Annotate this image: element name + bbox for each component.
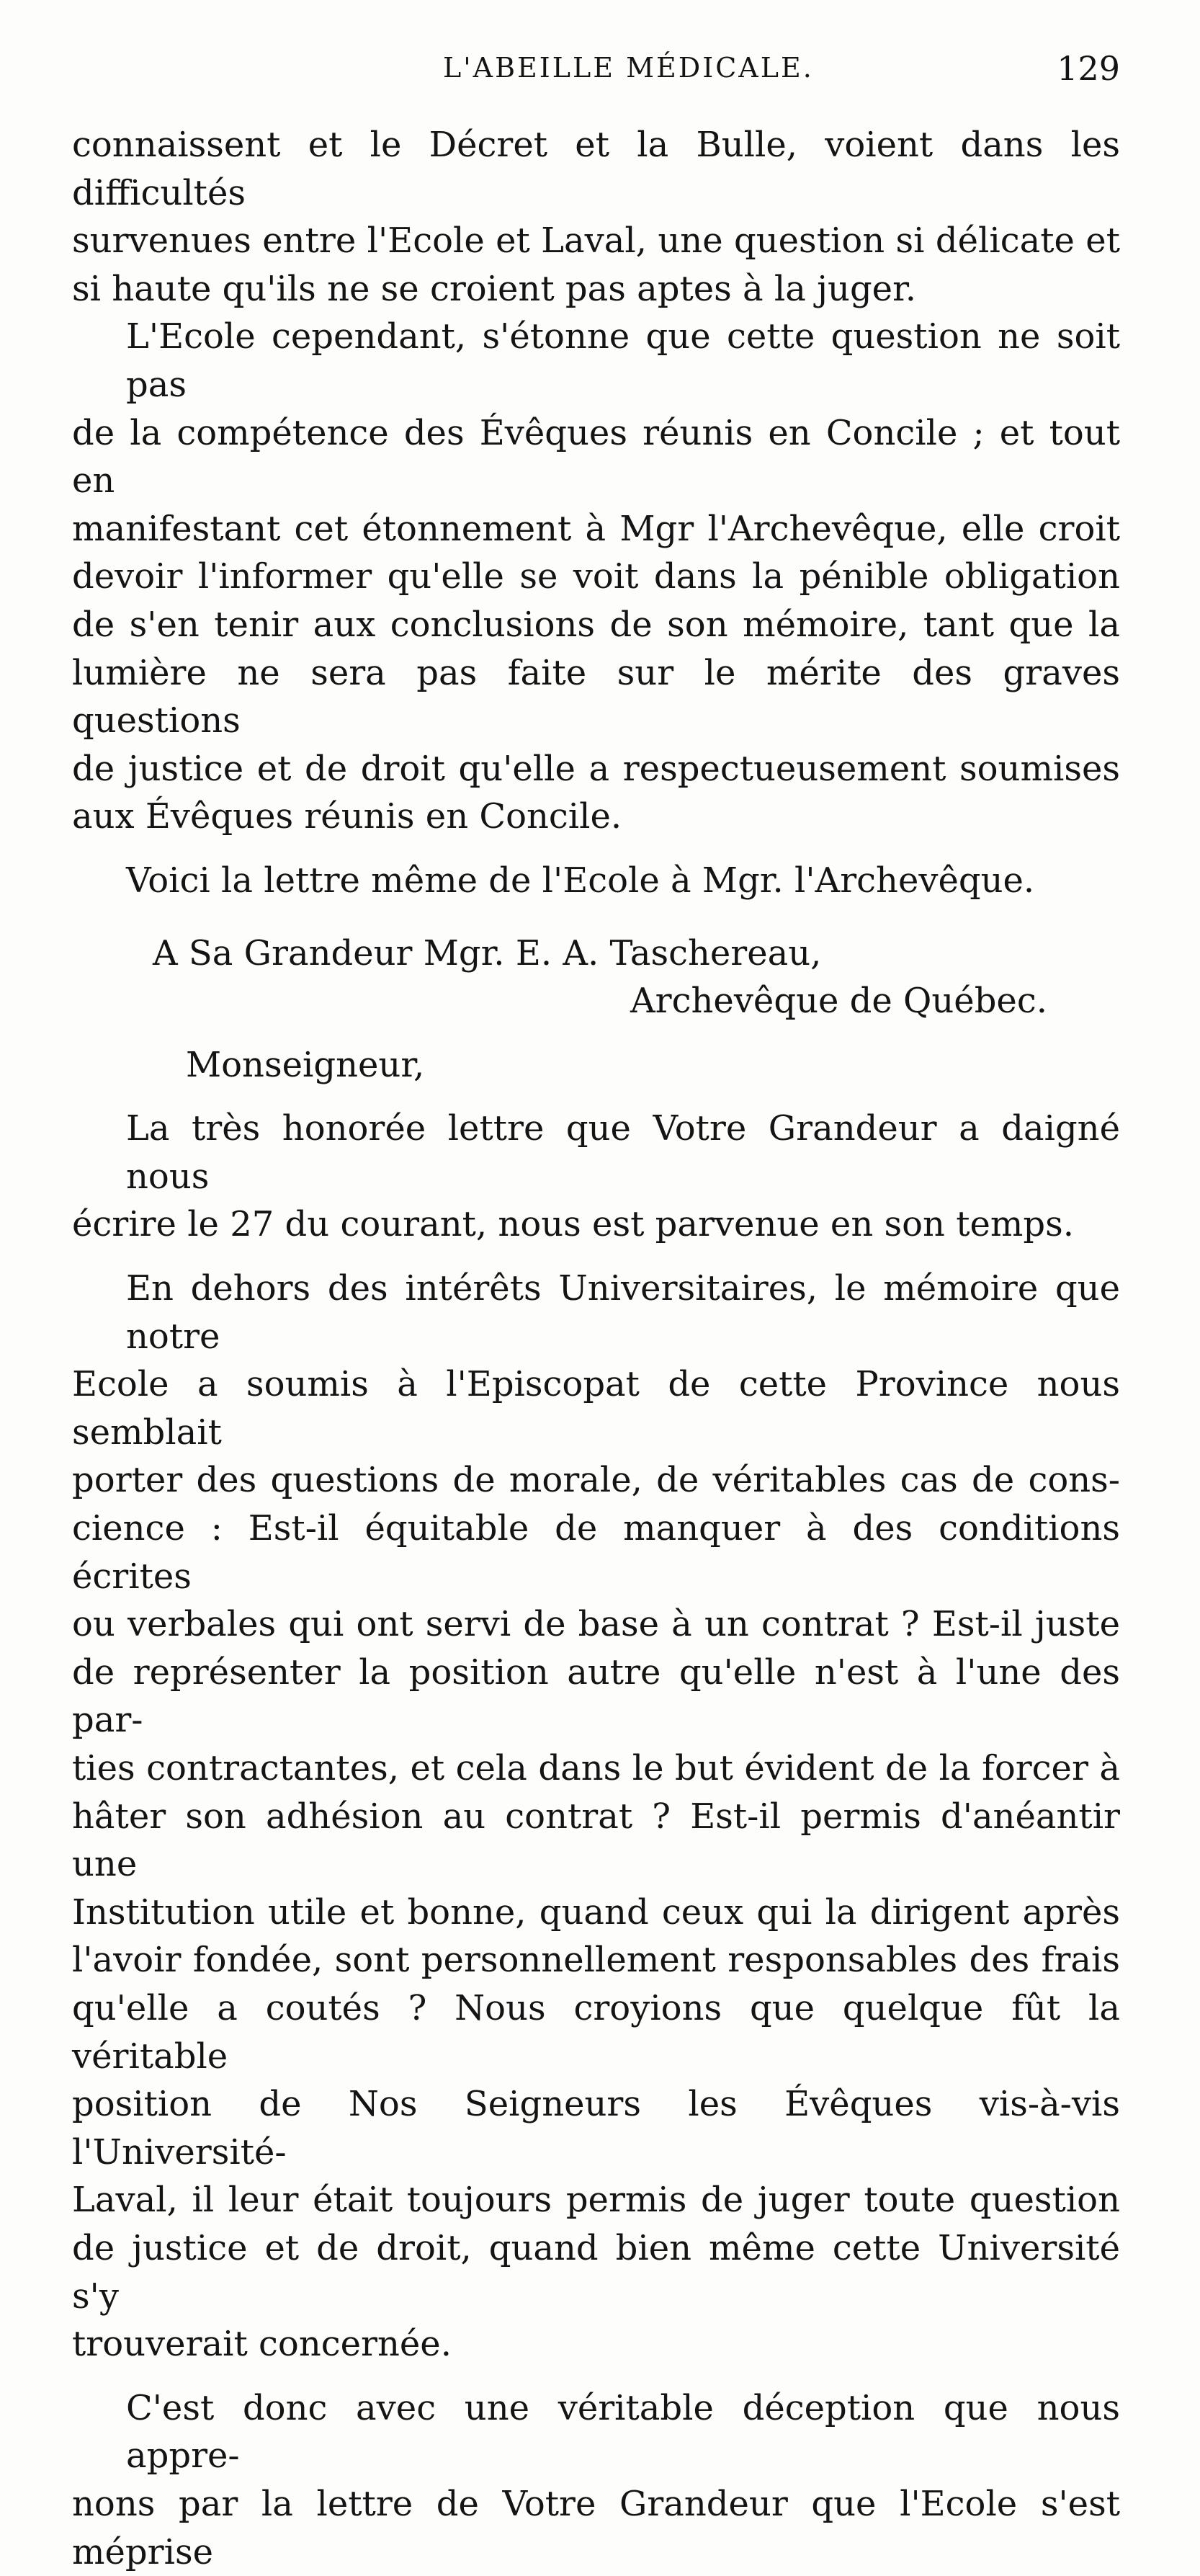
text-line: de la compétence des Évêques réunis en Concile ; et tout en (72, 412, 1120, 502)
text-line: position de Nos Seigneurs les Évêques vis-à-vis l'Université- (72, 2084, 1120, 2172)
text-line: si haute qu'ils ne se croient pas aptes à la juger. (72, 268, 917, 309)
text-line: nons par la lettre de Votre Grandeur que l'Ecole s'est méprise (72, 2483, 1120, 2572)
text-line: devoir l'informer qu'elle se voit dans la pénible obligation (72, 556, 1120, 597)
text-line: de s'en tenir aux conclusions de son mémoire, tant que la (72, 604, 1120, 645)
text-line: Ecole a soumis à l'Episcopat de cette Province nous semblait (72, 1364, 1120, 1453)
text-line: écrire le 27 du courant, nous est parvenue en son temps. (72, 1204, 1075, 1245)
paragraph-3 (72, 857, 1120, 905)
text-line: hâter son adhésion au contrat ? Est-il permis d'anéantir une (72, 1796, 1120, 1885)
text-line: La très honorée lettre que Votre Grandeur a daigné nous (126, 1108, 1120, 1197)
text-line: En dehors des intérêts Universitaires, le mémoire que notre (126, 1268, 1120, 1357)
text-line: C'est donc avec une véritable déception que nous appre- (126, 2387, 1120, 2477)
letter-address-line: A Sa Grandeur Mgr. E. A. Taschereau, (153, 932, 822, 973)
letter-address-line: Archevêque de Québec. (630, 981, 1047, 1022)
text-line: ties contractantes, et cela dans le but évident de la forcer à (72, 1748, 1120, 1788)
page-number: 129 (1057, 49, 1120, 88)
paragraph-1 (72, 121, 1120, 313)
text-line: survenues entre l'Ecole et Laval, une question si délicate et (72, 220, 1120, 262)
letter-paragraph-1 (72, 1105, 1120, 1249)
text-line: Voici la lettre même de l'Ecole à Mgr. l'Archevêque. (126, 860, 1035, 901)
text-line: de représenter la position autre qu'elle n'est à l'une des par- (72, 1652, 1120, 1741)
text-line: manifestant cet étonnement à Mgr l'Archevêque, elle croit (72, 508, 1120, 549)
letter-address (72, 930, 1120, 1025)
text-line: de justice et de droit qu'elle a respectueusement soumises (72, 748, 1120, 789)
text-line: de justice et de droit, quand bien même cette Université s'y (72, 2227, 1120, 2317)
text-line: L'Ecole cependant, s'étonne que cette question ne soit pas (126, 316, 1120, 405)
text-line: aux Évêques réunis en Concile. (72, 796, 622, 837)
text-line: lumière ne sera pas faite sur le mérite des graves questions (72, 652, 1120, 741)
letter-paragraph-2 (72, 1265, 1120, 2368)
text-line: Laval, il leur était toujours permis de juger toute question (72, 2180, 1120, 2221)
text-line: porter des questions de morale, de véritables cas de cons- (72, 1460, 1120, 1501)
paragraph-2 (72, 313, 1120, 841)
text-line: ou verbales qui ont servi de base à un contrat ? Est-il juste (72, 1604, 1120, 1645)
running-header (72, 49, 1120, 95)
text-line: l'avoir fondée, sont personnellement responsables des frais (72, 1940, 1120, 1981)
text-line: connaissent et le Décret et la Bulle, voient dans les difficultés (72, 125, 1120, 213)
body-text (72, 121, 1120, 2576)
text-line: Institution utile et bonne, quand ceux qui la dirigent après (72, 1891, 1120, 1933)
letter-paragraph-3 (72, 2384, 1120, 2576)
salutation-line: Monseigneur, (186, 1044, 425, 1085)
text-line: trouverait concernée. (72, 2324, 452, 2365)
text-line: cience : Est-il équitable de manquer à des conditions écrites (72, 1508, 1120, 1597)
letter-salutation (72, 1041, 1120, 1089)
text-line: qu'elle a coutés ? Nous croyions que quelque fût la véritable (72, 1987, 1120, 2077)
running-title: L'ABEILLE MÉDICALE. (443, 52, 814, 84)
